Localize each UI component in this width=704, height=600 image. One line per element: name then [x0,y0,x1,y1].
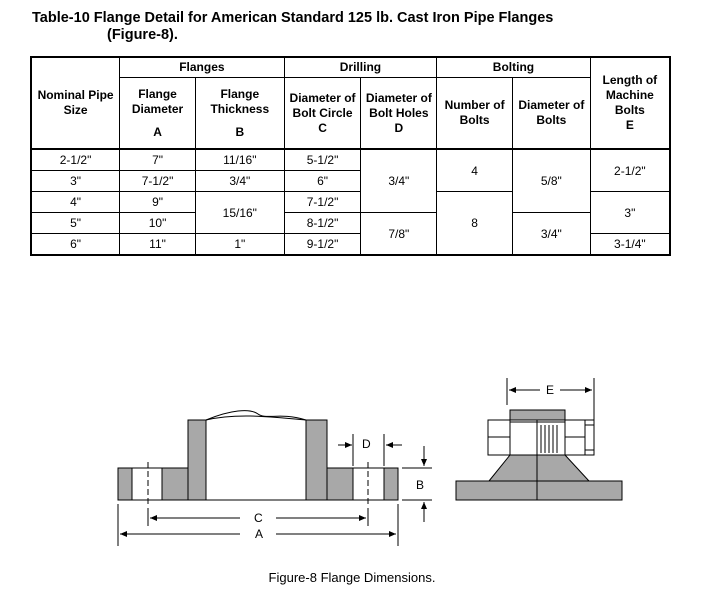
header-bolt-circle: Diameter of Bolt Circle C [284,78,361,150]
cell-flange-thickness: 1" [195,234,284,256]
cell-bolt-circle: 9-1/2" [284,234,361,256]
header-group-drilling: Drilling [284,57,437,78]
cell-bolt-circle: 5-1/2" [284,149,361,171]
cell-size: 3" [31,171,120,192]
cell-bolt-holes: 3/4" [361,149,437,213]
cell-flange-diameter: 10" [120,213,196,234]
label-e: E [546,383,555,397]
cell-bolt-holes: 7/8" [361,213,437,256]
header-group-flanges: Flanges [120,57,285,78]
flange-section-drawing [118,411,398,505]
header-flange-thickness: Flange Thickness B [195,78,284,150]
figure-caption: Figure-8 Flange Dimensions. [268,570,436,585]
cell-flange-thickness: 11/16" [195,149,284,171]
cell-bolt-circle: 8-1/2" [284,213,361,234]
title-line-2: (Figure-8). [107,27,178,43]
cell-flange-thickness: 15/16" [195,192,284,234]
header-bolt-holes: Diameter of Bolt Holes D [361,78,437,150]
header-flange-diameter: Flange Diameter A [120,78,196,150]
bolt-assembly-drawing [456,410,622,500]
cell-flange-diameter: 7-1/2" [120,171,196,192]
cell-flange-thickness: 3/4" [195,171,284,192]
cell-length-bolts: 3-1/4" [590,234,670,256]
header-length-bolts: Length of Machine Bolts E [590,57,670,149]
header-nominal-pipe-size: Nominal Pipe Size [31,57,120,149]
cell-bolt-circle: 7-1/2" [284,192,361,213]
cell-size: 6" [31,234,120,256]
label-d: D [362,437,371,451]
cell-flange-diameter: 11" [120,234,196,256]
cell-flange-diameter: 9" [120,192,196,213]
cell-size: 5" [31,213,120,234]
cell-bolt-circle: 6" [284,171,361,192]
cell-length-bolts: 2-1/2" [590,149,670,192]
cell-number-bolts: 4 [437,149,513,192]
cell-number-bolts: 8 [437,192,513,256]
cell-size: 2-1/2" [31,149,120,171]
cell-flange-diameter: 7" [120,149,196,171]
cell-diameter-bolts: 5/8" [512,149,590,213]
cell-length-bolts: 3" [590,192,670,234]
title-line-1: Table-10 Flange Detail for American Standard 125 lb. Cast Iron Pipe Flanges [32,10,554,26]
label-b: B [416,478,425,492]
label-a: A [255,527,264,541]
header-number-bolts: Number of Bolts [437,78,513,150]
cell-diameter-bolts: 3/4" [512,213,590,256]
header-diameter-bolts: Diameter of Bolts [512,78,590,150]
header-group-bolting: Bolting [437,57,591,78]
label-c: C [254,511,263,525]
cell-size: 4" [31,192,120,213]
